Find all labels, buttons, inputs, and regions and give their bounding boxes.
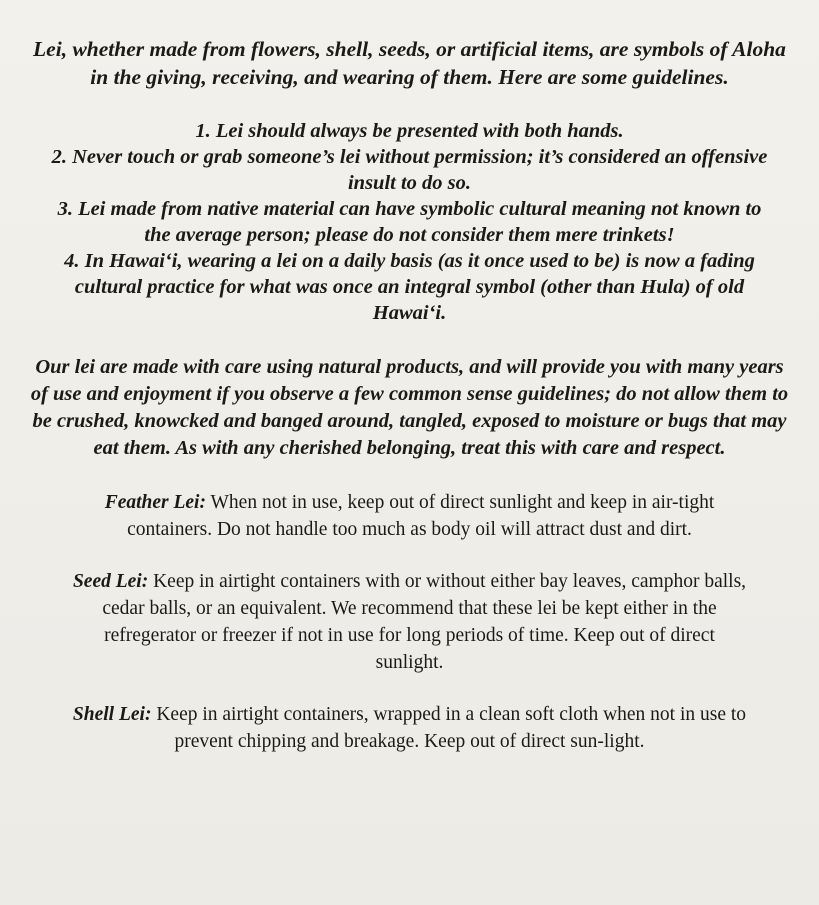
lei-type-text: Keep in airtight containers with or without either bay leaves, camphor balls, cedar balls, or an equivalent. We recommend that these lei be kept either in the refregerator or freezer if not in use for long periods of time. Keep out of direct sunlight. [102, 571, 747, 673]
guideline-item: 4. In Hawai‘i, wearing a lei on a daily basis (as it once used to be) is now a fading cultural practice for what was once an integral symbol (other than Hula) of old Hawai‘i. [64, 250, 755, 324]
lei-type-feather [28, 489, 791, 543]
care-statement: Our lei are made with care using natural products, and will provide you with many years of use and enjoyment if you observe a few common sense guidelines; do not allow them to be crushed, knowcked and banged around, tangled, exposed to moisture or bugs that may eat them. As with any cherished belonging, treat this with care and respect. [30, 356, 789, 459]
lei-type-shell [28, 701, 791, 755]
lei-type-seed [28, 568, 791, 676]
guideline-item: 3. Lei made from native material can have symbolic cultural meaning not known to the average person; please do not consider them mere trinkets! [57, 198, 762, 246]
intro-paragraph: Lei, whether made from flowers, shell, seeds, or artificial items, are symbols of Aloha in the giving, receiving, and wearing of them. Here are some guidelines. [33, 37, 786, 89]
guidelines-list [28, 118, 791, 326]
guideline-item: 1. Lei should always be presented with both hands. [195, 120, 624, 142]
lei-type-name: Feather Lei: [104, 492, 206, 513]
guideline-item: 2. Never touch or grab someone’s lei without permission; it’s considered an offensive insult to do so. [51, 146, 768, 194]
lei-type-name: Shell Lei: [72, 704, 152, 725]
lei-type-text: Keep in airtight containers, wrapped in a clean soft cloth when not in use to prevent chipping and breakage. Keep out of direct sun-light. [156, 704, 747, 752]
lei-type-text: When not in use, keep out of direct sunlight and keep in air-tight containers. Do not handle too much as body oil will attract dust and dirt. [127, 492, 715, 540]
lei-type-name: Seed Lei: [72, 571, 149, 592]
